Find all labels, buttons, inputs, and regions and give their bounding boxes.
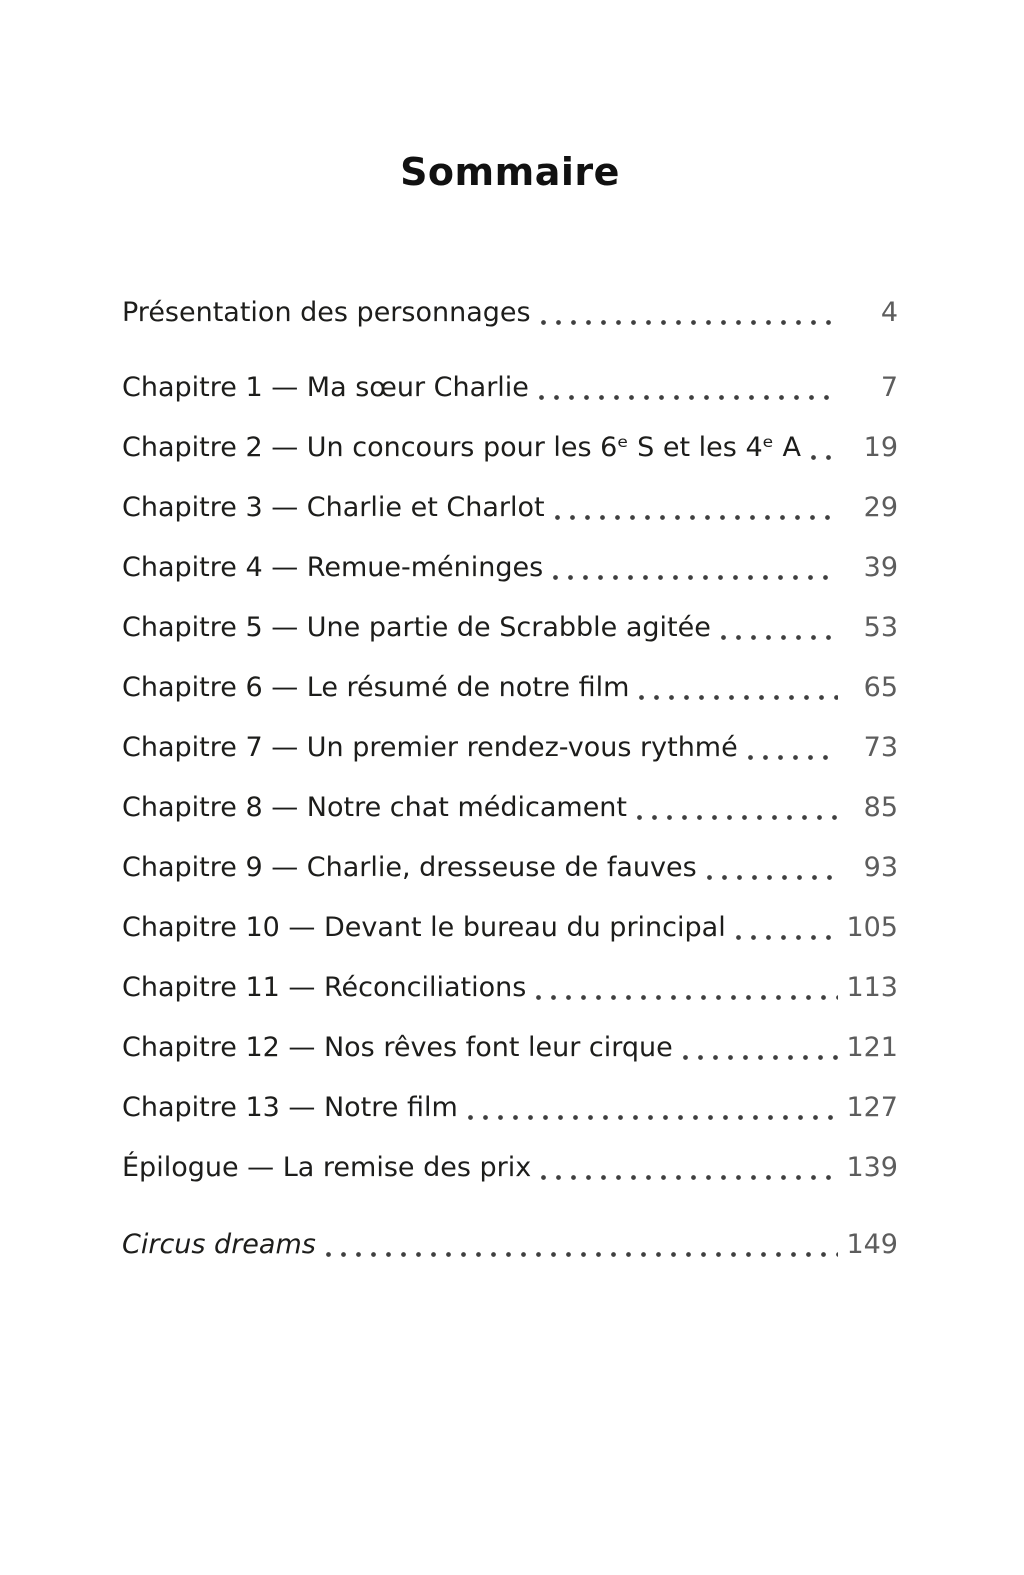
dot-leader — [736, 935, 838, 940]
toc-entry-label: Chapitre 3 — Charlie et Charlot — [122, 492, 545, 523]
dot-leader — [539, 395, 838, 400]
toc-entry-label: Chapitre 5 — Une partie de Scrabble agitée — [122, 612, 711, 643]
dot-leader — [683, 1055, 838, 1060]
toc-entry — [122, 296, 898, 330]
dot-leader — [468, 1115, 838, 1120]
toc-entry-page-number: 93 — [863, 852, 898, 883]
toc-entry-page-number: 85 — [863, 792, 898, 823]
toc-entry-label: Chapitre 6 — Le résumé de notre film — [122, 672, 630, 703]
toc-entry-label: Chapitre 12 — Nos rêves font leur cirque — [122, 1032, 673, 1063]
toc-entry-page-number: 7 — [880, 372, 898, 403]
toc-entry-label: Chapitre 8 — Notre chat médicament — [122, 792, 628, 823]
toc-entry-page-number: 113 — [846, 972, 898, 1003]
dot-leader — [553, 575, 838, 580]
toc-entry-page-number: 73 — [863, 732, 898, 763]
dot-leader — [555, 515, 838, 520]
toc-entry-page-number: 19 — [863, 432, 898, 463]
toc-entry-page-number: 105 — [846, 912, 898, 943]
toc-entry — [122, 671, 898, 705]
toc-entry — [122, 1031, 898, 1065]
toc-list — [122, 296, 898, 1262]
toc-entry-label: Chapitre 11 — Réconciliations — [122, 972, 527, 1003]
dot-leader — [541, 320, 838, 325]
page-title: Sommaire — [400, 150, 620, 194]
toc-entry — [122, 731, 898, 765]
toc-entry-page-number: 4 — [880, 297, 898, 328]
dot-leader — [721, 635, 838, 640]
toc-entry-page-number: 29 — [863, 492, 898, 523]
toc-entry-page-number: 53 — [863, 612, 898, 643]
toc-entry-label: Chapitre 4 — Remue-méninges — [122, 552, 544, 583]
toc-entry — [122, 971, 898, 1005]
toc-entry-page-number: 139 — [846, 1152, 898, 1183]
dot-leader — [326, 1252, 838, 1257]
toc-entry-label: Épilogue — La remise des prix — [122, 1152, 532, 1183]
dot-leader — [536, 995, 838, 1000]
toc-entry — [122, 371, 898, 405]
toc-entry — [122, 611, 898, 645]
toc-entry-page-number: 121 — [846, 1032, 898, 1063]
dot-leader — [707, 875, 838, 880]
toc-entry-label: Chapitre 10 — Devant le bureau du principal — [122, 912, 726, 943]
toc-entry — [122, 911, 898, 945]
toc-entry-label: Chapitre 7 — Un premier rendez-vous rythmé — [122, 732, 738, 763]
dot-leader — [639, 695, 838, 700]
dot-leader — [811, 455, 838, 460]
toc-entry-page-number: 149 — [846, 1229, 898, 1260]
toc-entry-label: Chapitre 1 — Ma sœur Charlie — [122, 372, 529, 403]
toc-entry-page-number: 65 — [863, 672, 898, 703]
toc-entry — [122, 491, 898, 525]
dot-leader — [748, 755, 838, 760]
toc-entry-label: Présentation des personnages — [122, 297, 531, 328]
toc-entry — [122, 1091, 898, 1125]
dot-leader — [541, 1175, 838, 1180]
toc-entry — [122, 1228, 898, 1262]
toc-entry-page-number: 127 — [846, 1092, 898, 1123]
toc-entry-label: Chapitre 9 — Charlie, dresseuse de fauves — [122, 852, 697, 883]
toc-entry — [122, 431, 898, 465]
toc-entry-label: Chapitre 13 — Notre film — [122, 1092, 458, 1123]
dot-leader — [637, 815, 838, 820]
toc-entry-label: Chapitre 2 — Un concours pour les 6ᵉ S et les 4ᵉ A — [122, 432, 801, 463]
toc-entry — [122, 791, 898, 825]
toc-entry-label: Circus dreams — [122, 1229, 316, 1260]
toc-entry-page-number: 39 — [863, 552, 898, 583]
toc-entry — [122, 851, 898, 885]
toc-entry — [122, 551, 898, 585]
toc-entry — [122, 1151, 898, 1185]
